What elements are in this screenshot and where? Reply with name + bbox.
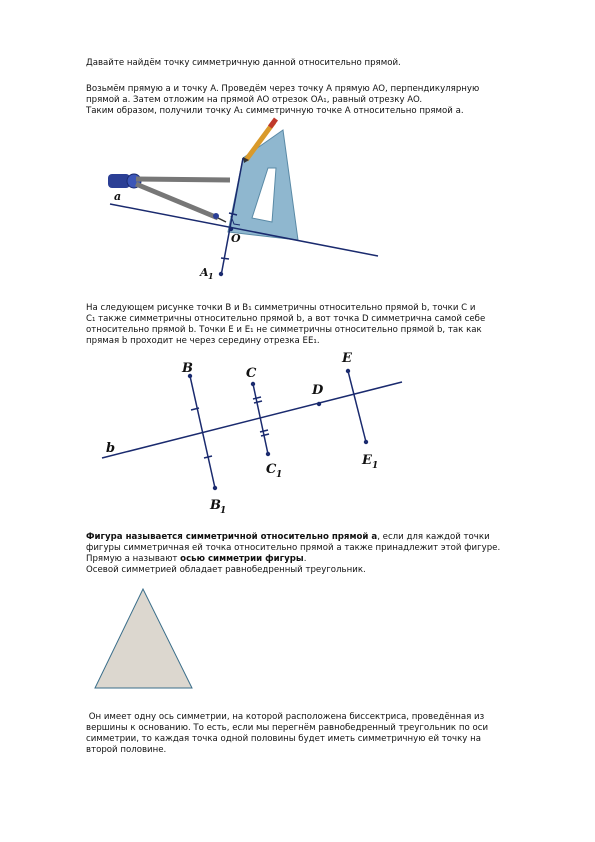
para2-line4: прямая b проходит не через середину отрезка EE₁. bbox=[86, 336, 320, 346]
para4-line1: Он имеет одну ось симметрии, на которой расположена биссектриса, проведённая из bbox=[86, 712, 485, 722]
label-b1: B bbox=[210, 498, 221, 513]
label-d: D bbox=[312, 383, 324, 398]
para2-line3: относительно прямой b. Точки E и E₁ не симметричны относительно прямой b, так как bbox=[86, 325, 482, 335]
point-c bbox=[251, 382, 255, 386]
label-c1-sub: 1 bbox=[276, 470, 283, 480]
para3-line1: Фигура называется симметричной относительно прямой a, если для каждой точки bbox=[86, 532, 490, 542]
label-point-o: O bbox=[231, 232, 241, 245]
label-line-b: b bbox=[106, 441, 116, 456]
point-e1 bbox=[364, 440, 368, 444]
label-b1-sub: 1 bbox=[220, 506, 227, 516]
para2-line1: На следующем рисунке точки B и B₁ симметричны относительно прямой b, точки C и bbox=[86, 303, 476, 313]
label-e1-sub: 1 bbox=[372, 461, 379, 471]
para1-line1: Возьмём прямую a и точку A. Проведём через точку A прямую AO, перпендикулярную bbox=[86, 84, 480, 94]
point-d bbox=[317, 402, 321, 406]
para3-line4: Осевой симметрией обладает равнобедренный треугольник. bbox=[86, 565, 366, 575]
segment-bb1 bbox=[190, 376, 215, 488]
label-e: E bbox=[342, 351, 352, 366]
point-o bbox=[229, 227, 233, 231]
label-e1: E bbox=[362, 453, 372, 468]
point-b1 bbox=[213, 486, 217, 490]
para2-line2: C₁ также симметричны относительно прямой b, а вот точка D симметрична самой себе bbox=[86, 314, 486, 324]
para3-line2: фигуры симметричная ей точка относительно прямой a также принадлежит этой фигуре. bbox=[86, 543, 501, 553]
label-point-a1: A bbox=[200, 266, 209, 279]
point-e bbox=[346, 369, 350, 373]
label-point-a1-sub: 1 bbox=[208, 271, 214, 281]
figure-construction bbox=[100, 116, 390, 286]
isosceles-triangle bbox=[95, 589, 192, 688]
axis-of-symmetry-bold: осью симметрии фигуры bbox=[180, 554, 304, 564]
segment-ee1 bbox=[348, 371, 366, 442]
point-a1 bbox=[219, 272, 223, 276]
figure-symmetric-points bbox=[96, 346, 416, 518]
label-c: C bbox=[246, 366, 257, 381]
label-c1: C bbox=[266, 462, 277, 477]
point-c1 bbox=[266, 452, 270, 456]
label-line-a: a bbox=[114, 190, 122, 203]
para4-line3: симметрии, то каждая точка одной половины будет иметь симметричную ей точку на bbox=[86, 734, 482, 744]
para3-line3: Прямую a называют осью симметрии фигуры. bbox=[86, 554, 307, 564]
paragraph-explanation bbox=[86, 712, 556, 756]
paragraph-construction bbox=[86, 84, 556, 117]
label-b: B bbox=[182, 361, 193, 376]
para1-line3: Таким образом, получили точку A₁ симметричную точке A относительно прямой a. bbox=[86, 106, 464, 116]
para1-line2: прямой a. Затем отложим на прямой AO отрезок OA₁, равный отрезку AO. bbox=[86, 95, 423, 105]
para4-line4: второй половине. bbox=[86, 745, 167, 755]
para4-line2: вершины к основанию. То есть, если мы перегнём равнобедренный треугольник по оси bbox=[86, 723, 489, 733]
paragraph-definition bbox=[86, 532, 556, 576]
figure-isosceles-triangle bbox=[88, 584, 200, 694]
paragraph-symmetric-points bbox=[86, 303, 556, 347]
line-b bbox=[102, 382, 402, 458]
intro-text: Давайте найдём точку симметричную данной относительно прямой. bbox=[86, 58, 401, 68]
definition-bold: Фигура называется симметричной относительно прямой a bbox=[86, 532, 378, 542]
